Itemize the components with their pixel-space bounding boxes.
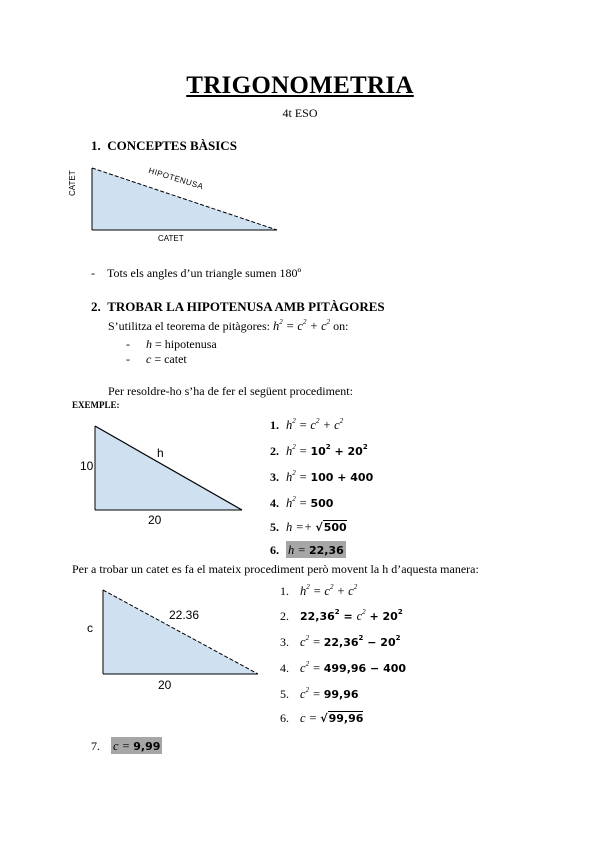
example-step-6: 6. h = 22,36	[270, 543, 344, 557]
result-highlight: h = 22,36	[288, 543, 344, 557]
catet-result-highlight: c = 9,99	[113, 739, 161, 753]
section2-heading: 2. TROBAR LA HIPOTENUSA AMB PITÀGORES	[91, 299, 385, 314]
catet-step-2: 2. $22,36^2 = c^2 + 20^2$	[280, 608, 403, 623]
catet-triangle-diagram	[78, 586, 268, 686]
hypotenuse-label: HIPOTENUSA	[147, 166, 205, 192]
pythagoras-intro: S’utilitza el teorema de pitàgores: $h^2 = c^2 + c^2$ on:	[108, 318, 349, 333]
catet-vertical-label: CATET	[68, 170, 77, 196]
example-step-2: 2. $h^2 = 10^2 + 20^2$	[270, 443, 368, 458]
catet-step-4: 4. $c^2 = 499,96 - 400$	[280, 660, 407, 675]
catet-side-label: c	[87, 621, 93, 635]
section1-heading: 1. CONCEPTES BÀSICS	[91, 138, 237, 153]
procedure-text: Per resoldre-ho s’ha de fer el següent procediment:	[108, 384, 353, 398]
catet-step-5: 5. $c^2 = 99,96$	[280, 686, 359, 701]
pythagoras-formula: $h^2 = c^2 + c^2$	[272, 318, 331, 333]
example-side-label: 10	[80, 459, 94, 473]
example-bottom-label: 20	[148, 513, 162, 527]
catet-step-7: 7. c = 9,99	[91, 739, 161, 753]
example-step-5: 5. h =+ √500	[270, 520, 347, 534]
catet-bottom-label: 20	[158, 678, 172, 692]
example-hyp-label: h	[157, 446, 164, 460]
example-label: EXEMPLE:	[72, 400, 120, 410]
example-step-3: 3. $h^2 = 100 + 400$	[270, 469, 374, 484]
page-title: TRIGONOMETRIA	[186, 72, 414, 99]
bullet-angles: - Tots els angles d’un triangle sumen 180º	[91, 266, 302, 280]
catet-bottom-label: CATET	[158, 234, 184, 243]
example-step-4: 4. $h^2 = 500$	[270, 495, 334, 510]
example-step-1: 1. $h^2 = c^2 + c^2$	[270, 417, 344, 432]
catet-intro: Per a trobar un catet es fa el mateix procediment però movent la h d’aquesta manera:	[72, 562, 479, 576]
definition-c: - c = catet	[126, 352, 187, 366]
catet-hyp-label: 22.36	[169, 608, 200, 622]
catet-step-3: 3. $c^2 = 22,36^2 - 20^2$	[280, 634, 401, 649]
page-subtitle: 4t ESO	[282, 106, 318, 120]
catet-step-6: 6. c = √99,96	[280, 711, 364, 725]
catet-step-1: 1. $h^2 = c^2 + c^2$	[280, 583, 358, 598]
example-triangle-diagram	[70, 420, 260, 520]
definition-h: - h = hipotenusa	[126, 337, 217, 351]
